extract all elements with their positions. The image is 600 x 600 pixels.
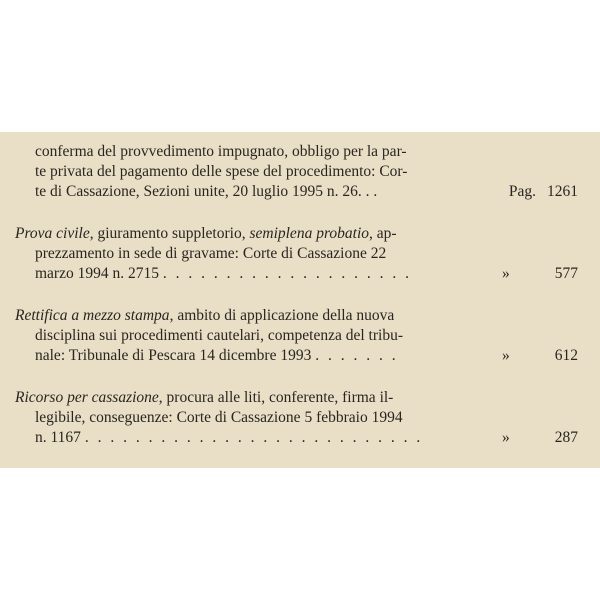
entry-line: disciplina sui procedimenti cautelari, competenza del tribu- [35, 327, 403, 344]
entry-text [15, 306, 480, 366]
index-page [0, 132, 600, 468]
entry-line-text: marzo 1994 n. 2715 [35, 265, 159, 282]
entry-line-text: nale: Tribunale di Pescara 14 dicembre 1993 [35, 347, 312, 364]
entry-line-text: n. 1167 [35, 429, 81, 446]
page-reference [502, 428, 578, 448]
entry-line: conferma del provvedimento impugnato, obbligo per la par- [35, 143, 407, 160]
entry-line: te privata del pagamento delle spese del procedimento: Cor- [35, 163, 408, 180]
page-reference [509, 182, 578, 202]
entry-term: Prova civile [15, 225, 90, 242]
page-number: 1261 [547, 183, 578, 200]
entry-line-text: , ap- [369, 225, 397, 242]
dot-leader: . . . . . . . . . . . . . . . . . . . . [162, 265, 412, 282]
entry-term: Rettifica a mezzo stampa [15, 307, 170, 324]
page-reference-mark: » [502, 347, 510, 364]
page-reference-mark: » [502, 265, 510, 282]
page-reference-mark: Pag. [508, 183, 536, 200]
entry-term: Ricorso per cassazione [15, 389, 159, 406]
entry-latin-term: semiplena probatio [249, 225, 370, 242]
entry-text [15, 388, 480, 448]
dot-leader: . . . . . . . . . . . . . . . . . . . . . . . . . . . [84, 429, 423, 446]
entry-line: te di Cassazione, Sezioni unite, 20 luglio 1995 n. 26. . . [35, 183, 378, 200]
page-number: 577 [554, 265, 578, 282]
entry-text [35, 142, 500, 202]
entry-line [15, 346, 480, 366]
entry-line: legibile, conseguenze: Corte di Cassazione 5 febbraio 1994 [35, 409, 403, 426]
entry-line [15, 264, 480, 284]
dot-leader: . . . . . . . [315, 347, 399, 364]
entry-line [15, 306, 480, 326]
page-number: 612 [554, 347, 578, 364]
entry-line-text: , ambito di applicazione della nuova [169, 307, 395, 324]
page-reference-mark: » [502, 429, 510, 446]
entry-line-text: , procura alle liti, conferente, firma il- [158, 389, 394, 406]
page-reference [502, 346, 578, 366]
page-number: 287 [554, 429, 578, 446]
entry-line: prezzamento in sede di gravame: Corte di Cassazione 22 [35, 245, 387, 262]
entry-line [15, 388, 480, 408]
entry-line-text: , giuramento suppletorio, [89, 225, 250, 242]
entry-line [15, 428, 480, 448]
page-reference [502, 264, 578, 284]
entry-text [15, 224, 480, 284]
entry-line [15, 224, 480, 244]
